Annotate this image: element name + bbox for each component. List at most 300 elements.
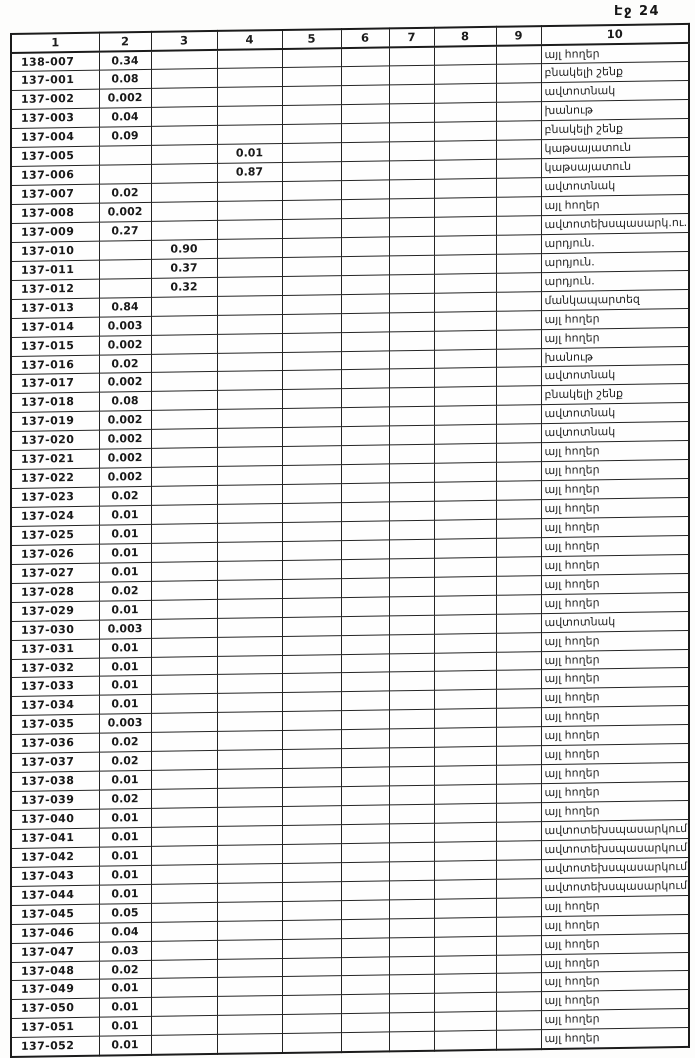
value-cell-col-3 xyxy=(151,145,217,165)
land-use-label-cell: բնակելի շենք xyxy=(541,62,689,83)
value-cell-col-5 xyxy=(282,181,341,201)
value-cell-col-8 xyxy=(434,841,496,861)
value-cell-col-3 xyxy=(151,1016,217,1036)
value-cell-col-8 xyxy=(434,595,496,615)
value-cell-col-8 xyxy=(434,159,496,179)
value-cell-col-7 xyxy=(389,236,434,256)
value-cell-col-4 xyxy=(217,560,282,580)
value-cell-col-6 xyxy=(341,142,389,162)
value-cell-col-7 xyxy=(389,122,434,142)
value-cell-col-4 xyxy=(217,693,282,713)
value-cell-col-8 xyxy=(434,406,496,426)
value-cell-col-8 xyxy=(434,65,496,85)
value-cell-col-2: 0.01 xyxy=(99,827,151,847)
value-cell-col-9 xyxy=(496,500,541,520)
value-cell-col-2: 0.02 xyxy=(99,183,151,203)
value-cell-col-9 xyxy=(496,822,541,842)
value-cell-col-8 xyxy=(434,519,496,539)
value-cell-col-5 xyxy=(282,616,341,636)
value-cell-col-2: 0.02 xyxy=(99,486,151,506)
value-cell-col-9 xyxy=(496,348,541,368)
value-cell-col-2: 0.09 xyxy=(99,127,151,147)
value-cell-col-5 xyxy=(282,957,341,977)
value-cell-col-9 xyxy=(496,556,541,576)
value-cell-col-5 xyxy=(282,635,341,655)
value-cell-col-6 xyxy=(341,502,389,522)
value-cell-col-6 xyxy=(341,85,389,105)
value-cell-col-9 xyxy=(496,102,541,122)
value-cell-col-8 xyxy=(434,936,496,956)
parcel-id-cell: 137-035 xyxy=(11,714,99,734)
value-cell-col-6 xyxy=(341,710,389,730)
value-cell-col-6 xyxy=(341,350,389,370)
value-cell-col-8 xyxy=(434,576,496,596)
value-cell-col-3 xyxy=(151,1035,217,1055)
value-cell-col-9 xyxy=(496,784,541,804)
value-cell-col-6 xyxy=(341,597,389,617)
value-cell-col-7 xyxy=(389,274,434,294)
land-use-label-cell: այլ հողեր xyxy=(541,725,689,746)
value-cell-col-4 xyxy=(217,390,282,410)
value-cell-col-5 xyxy=(282,597,341,617)
value-cell-col-7 xyxy=(389,104,434,124)
value-cell-col-2: 0.01 xyxy=(99,884,151,904)
value-cell-col-6 xyxy=(341,445,389,465)
value-cell-col-8 xyxy=(434,557,496,577)
value-cell-col-4 xyxy=(217,598,282,618)
value-cell-col-5 xyxy=(282,806,341,826)
parcel-id-cell: 137-039 xyxy=(11,790,99,810)
value-cell-col-3 xyxy=(151,921,217,941)
value-cell-col-7 xyxy=(389,785,434,805)
value-cell-col-2: 0.01 xyxy=(99,562,151,582)
value-cell-col-7 xyxy=(389,1031,434,1051)
value-cell-col-7 xyxy=(389,918,434,938)
value-cell-col-9 xyxy=(496,803,541,823)
value-cell-col-8 xyxy=(434,633,496,653)
column-header-10: 10 xyxy=(541,24,689,45)
value-cell-col-9 xyxy=(496,178,541,198)
value-cell-col-8 xyxy=(434,822,496,842)
value-cell-col-9 xyxy=(496,519,541,539)
parcel-id-cell: 137-007 xyxy=(11,184,99,204)
value-cell-col-9 xyxy=(496,83,541,103)
value-cell-col-3 xyxy=(151,940,217,960)
value-cell-col-6 xyxy=(341,237,389,257)
value-cell-col-9 xyxy=(496,708,541,728)
value-cell-col-7 xyxy=(389,823,434,843)
value-cell-col-9 xyxy=(496,954,541,974)
land-use-label-cell: ավտոտնակ xyxy=(541,175,689,196)
value-cell-col-3 xyxy=(151,69,217,89)
parcel-id-cell: 137-026 xyxy=(11,544,99,564)
value-cell-col-7 xyxy=(389,331,434,351)
value-cell-col-9 xyxy=(496,689,541,709)
value-cell-col-9 xyxy=(496,481,541,501)
value-cell-col-6 xyxy=(341,748,389,768)
column-header-7: 7 xyxy=(389,28,434,47)
value-cell-col-2: 0.002 xyxy=(99,449,151,469)
value-cell-col-6 xyxy=(341,275,389,295)
value-cell-col-3 xyxy=(151,751,217,771)
land-use-label-cell: կաթսայատուն xyxy=(541,157,689,178)
value-cell-col-8 xyxy=(434,84,496,104)
value-cell-col-5 xyxy=(282,408,341,428)
value-cell-col-4 xyxy=(217,1034,282,1054)
value-cell-col-6 xyxy=(341,900,389,920)
value-cell-col-8 xyxy=(434,311,496,331)
value-cell-col-8 xyxy=(434,652,496,672)
value-cell-col-3 xyxy=(151,713,217,733)
value-cell-col-6 xyxy=(341,521,389,541)
value-cell-col-4 xyxy=(217,125,282,145)
land-use-label-cell: ավտոտեխսպասարկում xyxy=(541,838,689,859)
value-cell-col-4 xyxy=(217,503,282,523)
value-cell-col-4 xyxy=(217,617,282,637)
parcel-id-cell: 137-045 xyxy=(11,904,99,924)
land-use-label-cell: այլ հողեր xyxy=(541,327,689,348)
value-cell-col-5 xyxy=(282,843,341,863)
value-cell-col-9 xyxy=(496,537,541,557)
value-cell-col-3 xyxy=(151,997,217,1017)
value-cell-col-4 xyxy=(217,371,282,391)
parcel-id-cell: 137-014 xyxy=(11,317,99,337)
value-cell-col-5 xyxy=(282,787,341,807)
column-header-1: 1 xyxy=(11,33,99,53)
value-cell-col-5 xyxy=(282,654,341,674)
parcel-id-cell: 138-007 xyxy=(11,51,99,72)
value-cell-col-9 xyxy=(496,1011,541,1031)
land-use-label-cell: ավտոտնակ xyxy=(541,365,689,386)
parcel-id-cell: 137-046 xyxy=(11,923,99,943)
parcel-id-cell: 137-001 xyxy=(11,71,99,91)
value-cell-col-3 xyxy=(151,88,217,108)
value-cell-col-5 xyxy=(282,370,341,390)
value-cell-col-2: 0.04 xyxy=(99,108,151,128)
land-use-label-cell: ավտոտնակ xyxy=(541,611,689,632)
value-cell-col-9 xyxy=(496,765,541,785)
value-cell-col-6 xyxy=(341,578,389,598)
value-cell-col-5 xyxy=(282,351,341,371)
value-cell-col-2: 0.01 xyxy=(99,543,151,563)
value-cell-col-7 xyxy=(389,691,434,711)
value-cell-col-4 xyxy=(217,541,282,561)
value-cell-col-6 xyxy=(341,616,389,636)
parcel-id-cell: 137-018 xyxy=(11,393,99,413)
value-cell-col-3 xyxy=(151,618,217,638)
value-cell-col-4 xyxy=(217,712,282,732)
value-cell-col-4 xyxy=(217,314,282,334)
value-cell-col-4 xyxy=(217,182,282,202)
value-cell-col-8 xyxy=(434,140,496,160)
value-cell-col-8 xyxy=(434,917,496,937)
value-cell-col-7 xyxy=(389,425,434,445)
table-body xyxy=(11,42,689,1057)
land-use-label-cell: այլ հողեր xyxy=(541,516,689,537)
land-use-label-cell: ավտոտեխսպասարկ.ու. xyxy=(541,213,689,234)
parcel-id-cell: 137-034 xyxy=(11,696,99,716)
value-cell-col-4 xyxy=(217,106,282,126)
parcel-id-cell: 137-019 xyxy=(11,411,99,431)
value-cell-col-8 xyxy=(434,178,496,198)
value-cell-col-6 xyxy=(341,294,389,314)
value-cell-col-3 xyxy=(151,542,217,562)
land-use-label-cell: այլ հողեր xyxy=(541,1009,689,1030)
value-cell-col-6 xyxy=(341,881,389,901)
value-cell-col-5 xyxy=(282,332,341,352)
parcel-id-cell: 137-041 xyxy=(11,828,99,848)
value-cell-col-2: 0.04 xyxy=(99,922,151,942)
land-use-label-cell: այլ հողեր xyxy=(541,952,689,973)
value-cell-col-6 xyxy=(341,123,389,143)
value-cell-col-8 xyxy=(434,443,496,463)
land-use-label-cell: ավտոտեխսպասարկում xyxy=(541,876,689,897)
parcel-id-cell: 137-008 xyxy=(11,203,99,223)
value-cell-col-5 xyxy=(282,578,341,598)
value-cell-col-3 xyxy=(151,826,217,846)
value-cell-col-4 xyxy=(217,750,282,770)
value-cell-col-3 xyxy=(151,410,217,430)
value-cell-col-5 xyxy=(282,749,341,769)
value-cell-col-2: 0.003 xyxy=(99,316,151,336)
parcel-id-cell: 137-009 xyxy=(11,222,99,242)
parcel-id-cell: 137-025 xyxy=(11,525,99,545)
value-cell-col-7 xyxy=(389,615,434,635)
value-cell-col-3 xyxy=(151,902,217,922)
value-cell-col-7 xyxy=(389,463,434,483)
parcel-id-cell: 137-028 xyxy=(11,582,99,602)
land-use-label-cell: արդյուն. xyxy=(541,270,689,291)
value-cell-col-2: 0.08 xyxy=(99,392,151,412)
value-cell-col-5 xyxy=(282,1033,341,1053)
parcel-id-cell: 137-005 xyxy=(11,146,99,166)
value-cell-col-8 xyxy=(434,746,496,766)
value-cell-col-8 xyxy=(434,860,496,880)
value-cell-col-7 xyxy=(389,994,434,1014)
value-cell-col-6 xyxy=(341,691,389,711)
value-cell-col-2: 0.01 xyxy=(99,657,151,677)
value-cell-col-2: 0.002 xyxy=(99,468,151,488)
value-cell-col-5 xyxy=(282,162,341,182)
land-use-label-cell: այլ հողեր xyxy=(541,800,689,821)
land-use-label-cell: այլ հողեր xyxy=(541,497,689,518)
value-cell-col-7 xyxy=(389,160,434,180)
value-cell-col-8 xyxy=(434,538,496,558)
column-header-9: 9 xyxy=(496,26,541,45)
parcel-id-cell: 137-049 xyxy=(11,980,99,1000)
parcel-id-cell: 137-003 xyxy=(11,108,99,128)
value-cell-col-2: 0.34 xyxy=(99,50,151,70)
value-cell-col-3 xyxy=(151,448,217,468)
value-cell-col-6 xyxy=(341,331,389,351)
land-use-label-cell: այլ հողեր xyxy=(541,895,689,916)
value-cell-col-3 xyxy=(151,201,217,221)
value-cell-col-4 xyxy=(217,674,282,694)
value-cell-col-7 xyxy=(389,141,434,161)
value-cell-col-6 xyxy=(341,672,389,692)
value-cell-col-6 xyxy=(341,388,389,408)
value-cell-col-9 xyxy=(496,197,541,217)
value-cell-col-5 xyxy=(282,522,341,542)
value-cell-col-3 xyxy=(151,978,217,998)
value-cell-col-7 xyxy=(389,672,434,692)
land-use-label-cell: արդյուն. xyxy=(541,232,689,253)
value-cell-col-5 xyxy=(282,503,341,523)
value-cell-col-5 xyxy=(282,200,341,220)
value-cell-col-6 xyxy=(341,369,389,389)
value-cell-col-9 xyxy=(496,405,541,425)
value-cell-col-6 xyxy=(341,634,389,654)
value-cell-col-5 xyxy=(282,692,341,712)
parcel-id-cell: 137-052 xyxy=(11,1036,99,1057)
land-use-label-cell: արդյուն. xyxy=(541,251,689,272)
value-cell-col-5 xyxy=(282,938,341,958)
value-cell-col-8 xyxy=(434,879,496,899)
value-cell-col-8 xyxy=(434,1012,496,1032)
value-cell-col-6 xyxy=(341,66,389,86)
value-cell-col-8 xyxy=(434,974,496,994)
value-cell-col-5 xyxy=(282,256,341,276)
value-cell-col-9 xyxy=(496,670,541,690)
land-use-label-cell: այլ հողեր xyxy=(541,194,689,215)
value-cell-col-2: 0.002 xyxy=(99,202,151,222)
value-cell-col-3 xyxy=(151,561,217,581)
value-cell-col-8 xyxy=(434,481,496,501)
parcel-id-cell: 137-043 xyxy=(11,866,99,886)
value-cell-col-9 xyxy=(496,159,541,179)
value-cell-col-4 xyxy=(217,409,282,429)
value-cell-col-8 xyxy=(434,765,496,785)
value-cell-col-6 xyxy=(341,313,389,333)
table-scan-area xyxy=(10,23,690,1058)
value-cell-col-8 xyxy=(434,728,496,748)
land-use-label-cell: ավտոտնակ xyxy=(541,403,689,424)
value-cell-col-8 xyxy=(434,1031,496,1051)
value-cell-col-5 xyxy=(282,768,341,788)
parcel-id-cell: 137-010 xyxy=(11,241,99,261)
parcel-id-cell: 137-050 xyxy=(11,999,99,1019)
value-cell-col-7 xyxy=(389,217,434,237)
value-cell-col-2: 0.02 xyxy=(99,581,151,601)
value-cell-col-9 xyxy=(496,272,541,292)
value-cell-col-4 xyxy=(217,200,282,220)
value-cell-col-9 xyxy=(496,746,541,766)
value-cell-col-5 xyxy=(282,1014,341,1034)
value-cell-col-2: 0.01 xyxy=(99,600,151,620)
value-cell-col-9 xyxy=(496,575,541,595)
value-cell-col-2: 0.01 xyxy=(99,998,151,1018)
value-cell-col-6 xyxy=(341,180,389,200)
value-cell-col-4 xyxy=(217,485,282,505)
value-cell-col-5 xyxy=(282,559,341,579)
value-cell-col-3 xyxy=(151,334,217,354)
value-cell-col-7 xyxy=(389,520,434,540)
value-cell-col-7 xyxy=(389,653,434,673)
land-use-label-cell: այլ հողեր xyxy=(541,744,689,765)
value-cell-col-4 xyxy=(217,68,282,88)
value-cell-col-5 xyxy=(282,105,341,125)
value-cell-col-9 xyxy=(496,64,541,84)
value-cell-col-8 xyxy=(434,273,496,293)
parcel-id-cell: 137-021 xyxy=(11,449,99,469)
value-cell-col-2: 0.002 xyxy=(99,430,151,450)
parcel-id-cell: 137-037 xyxy=(11,752,99,772)
value-cell-col-4 xyxy=(217,295,282,315)
land-use-label-cell: այլ հողեր xyxy=(541,914,689,935)
parcel-id-cell: 137-020 xyxy=(11,430,99,450)
value-cell-col-7 xyxy=(389,312,434,332)
value-cell-col-7 xyxy=(389,293,434,313)
value-cell-col-3 xyxy=(151,580,217,600)
value-cell-col-2: 0.02 xyxy=(99,789,151,809)
value-cell-col-6 xyxy=(341,426,389,446)
value-cell-col-2: 0.01 xyxy=(99,771,151,791)
land-use-label-cell: ավտոտեխսպասարկում xyxy=(541,857,689,878)
value-cell-col-9 xyxy=(496,45,541,65)
value-cell-col-8 xyxy=(434,122,496,142)
value-cell-col-5 xyxy=(282,275,341,295)
parcel-id-cell: 137-048 xyxy=(11,961,99,981)
value-cell-col-3 xyxy=(151,391,217,411)
value-cell-col-6 xyxy=(341,407,389,427)
parcel-id-cell: 137-012 xyxy=(11,279,99,299)
value-cell-col-4 xyxy=(217,788,282,808)
value-cell-col-4 xyxy=(217,276,282,296)
value-cell-col-3 xyxy=(151,864,217,884)
value-cell-col-8 xyxy=(434,197,496,217)
parcel-id-cell: 137-011 xyxy=(11,260,99,280)
parcel-id-cell: 137-002 xyxy=(11,90,99,110)
value-cell-col-2: 0.01 xyxy=(99,505,151,525)
value-cell-col-4 xyxy=(217,655,282,675)
page-number: Էջ 24 xyxy=(614,4,661,19)
value-cell-col-7 xyxy=(389,46,434,66)
land-use-label-cell: այլ հողեր xyxy=(541,763,689,784)
value-cell-col-5 xyxy=(282,919,341,939)
value-cell-col-6 xyxy=(341,540,389,560)
value-cell-col-6 xyxy=(341,824,389,844)
value-cell-col-8 xyxy=(434,614,496,634)
parcel-id-cell: 137-029 xyxy=(11,601,99,621)
parcel-id-cell: 137-024 xyxy=(11,506,99,526)
value-cell-col-9 xyxy=(496,840,541,860)
parcel-id-cell: 137-044 xyxy=(11,885,99,905)
value-cell-col-9 xyxy=(496,632,541,652)
value-cell-col-4 xyxy=(217,769,282,789)
value-cell-col-3 xyxy=(151,845,217,865)
value-cell-col-9 xyxy=(496,651,541,671)
value-cell-col-8 xyxy=(434,330,496,350)
value-cell-col-2 xyxy=(99,165,151,185)
value-cell-col-9 xyxy=(496,329,541,349)
value-cell-col-5 xyxy=(282,237,341,257)
parcel-id-cell: 137-040 xyxy=(11,809,99,829)
value-cell-col-6 xyxy=(341,805,389,825)
value-cell-col-7 xyxy=(389,747,434,767)
value-cell-col-7 xyxy=(389,85,434,105)
value-cell-col-7 xyxy=(389,861,434,881)
column-header-8: 8 xyxy=(434,27,496,46)
value-cell-col-3 xyxy=(151,959,217,979)
land-use-label-cell: այլ հողեր xyxy=(541,781,689,802)
land-use-label-cell: այլ հողեր xyxy=(541,687,689,708)
value-cell-col-4 xyxy=(217,882,282,902)
value-cell-col-4 xyxy=(217,939,282,959)
value-cell-col-2: 0.002 xyxy=(99,335,151,355)
value-cell-col-2: 0.84 xyxy=(99,297,151,317)
value-cell-col-9 xyxy=(496,216,541,236)
value-cell-col-6 xyxy=(341,919,389,939)
